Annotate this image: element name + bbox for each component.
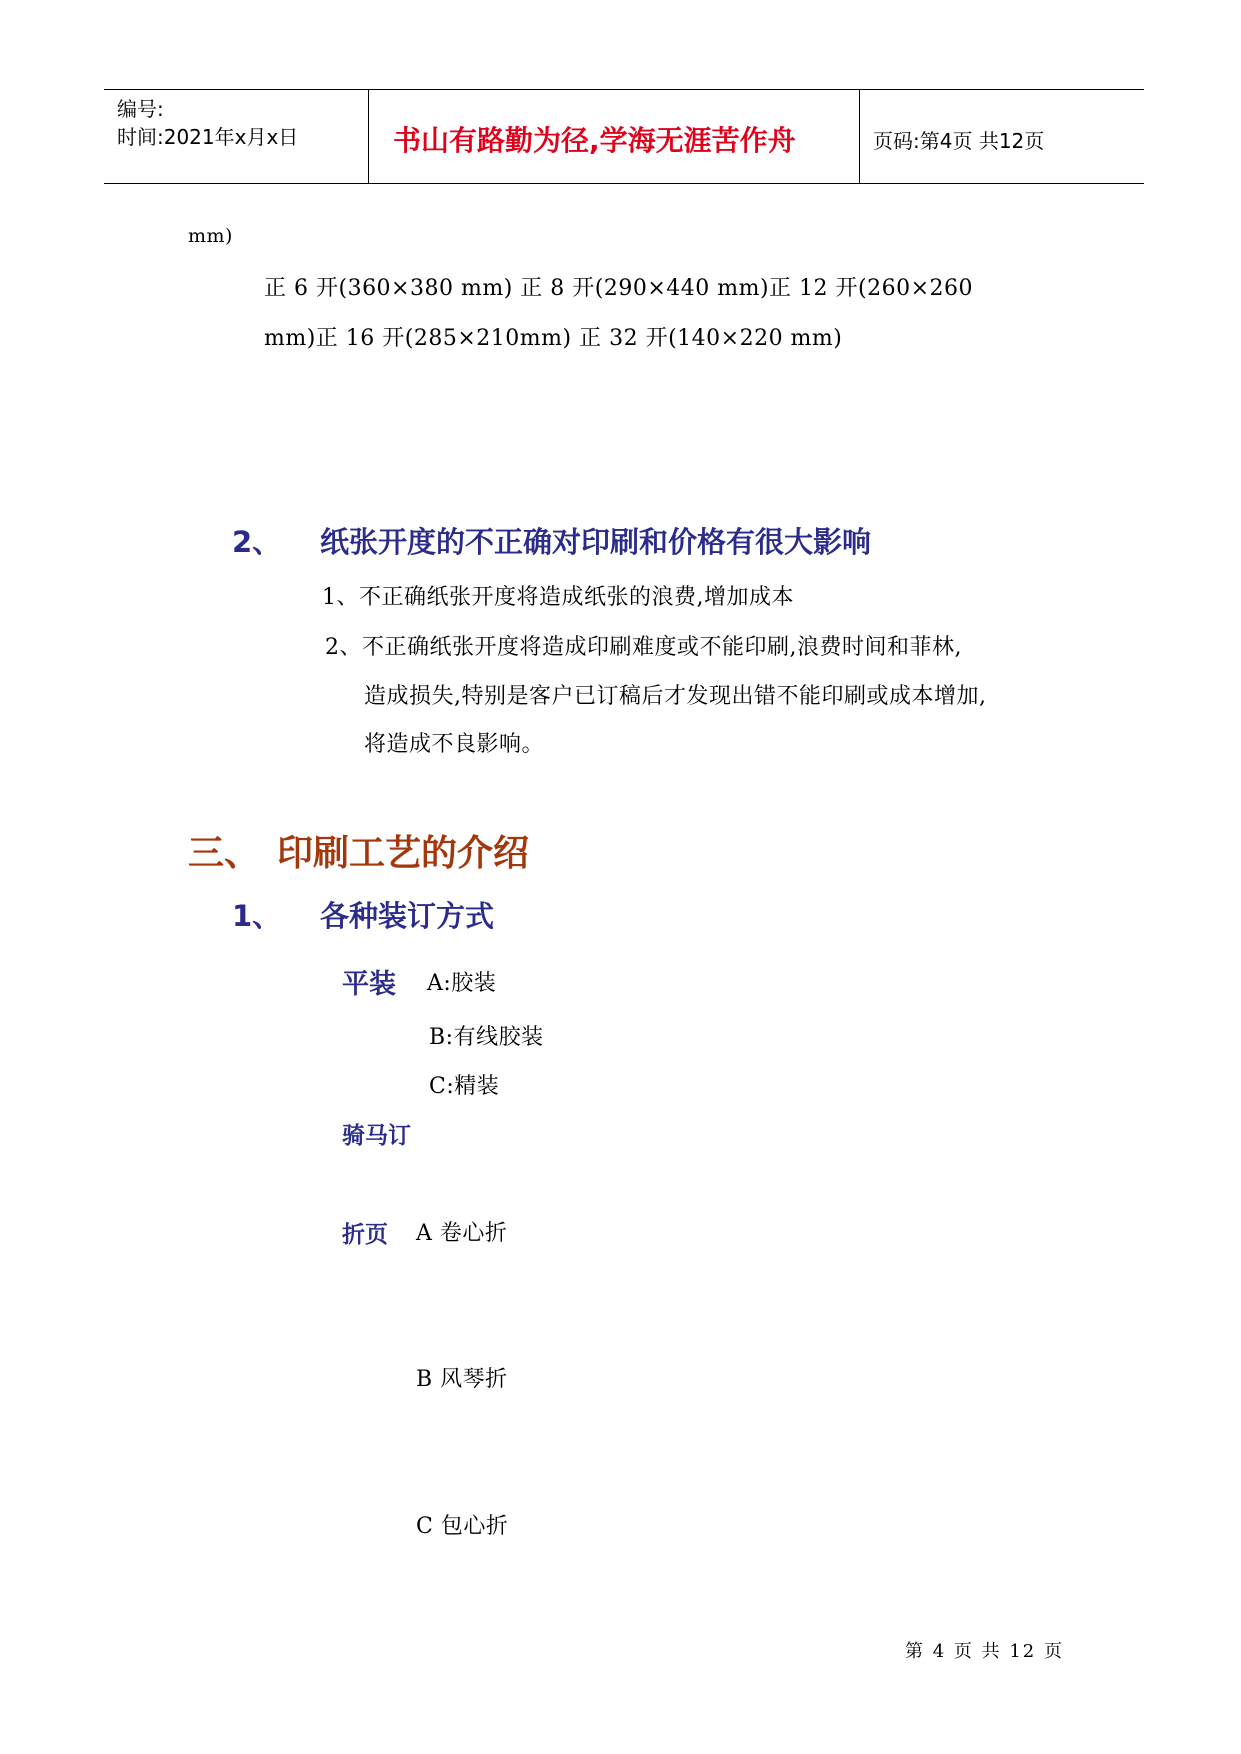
binding-pingzhuang-c: C:精装	[429, 1074, 500, 1099]
paper-size-line-2: mm)正 16 开(285×210mm) 正 32 开(140×220 mm)	[264, 326, 843, 351]
header-serial-label: 编号:	[117, 97, 164, 121]
header-time-label: 时间:2021年x月x日	[117, 125, 299, 149]
section-2-title: 纸张开度的不正确对印刷和价格有很大影响	[320, 525, 872, 559]
header-motto: 书山有路勤为径,学海无涯苦作舟	[393, 124, 796, 157]
section-2-item-2-line-3: 将造成不良影响。	[364, 732, 545, 757]
binding-zheye-b: B 风琴折	[416, 1367, 508, 1392]
binding-zheye-c: C 包心折	[416, 1514, 509, 1539]
section-2-item-2-line-2: 造成损失,特别是客户已订稿后才发现出错不能印刷或成本增加,	[364, 684, 987, 709]
paper-size-line-0: mm)	[188, 225, 233, 247]
header-divider-right	[859, 90, 860, 183]
binding-zheye-label: 折页	[342, 1222, 388, 1248]
section-2-number: 2、	[232, 525, 282, 559]
paper-size-line-1: 正 6 开(360×380 mm) 正 8 开(290×440 mm)正 12 开(260×260	[264, 276, 974, 301]
binding-pingzhuang-label: 平装	[342, 969, 396, 1000]
binding-qimading-label: 骑马订	[342, 1123, 411, 1149]
header-bottom-rule	[104, 183, 1144, 184]
section-3-title: 印刷工艺的介绍	[277, 833, 530, 874]
header-divider-left	[368, 90, 369, 183]
binding-pingzhuang-b: B:有线胶装	[429, 1025, 544, 1050]
section-2-item-1: 1、不正确纸张开度将造成纸张的浪费,增加成本	[322, 585, 794, 610]
header-page-label: 页码:第4页 共12页	[873, 129, 1045, 153]
header-top-rule	[104, 89, 1144, 90]
binding-pingzhuang-a: A:胶装	[427, 971, 497, 996]
section-3-1-number: 1、	[232, 899, 282, 933]
section-2-item-2-line-1: 2、不正确纸张开度将造成印刷难度或不能印刷,浪费时间和菲林,	[325, 635, 962, 660]
section-3-number: 三、	[188, 833, 261, 874]
binding-zheye-a: A 卷心折	[416, 1221, 508, 1246]
footer-page-number: 第 4 页 共 12 页	[905, 1641, 1064, 1662]
section-3-1-title: 各种装订方式	[320, 899, 495, 933]
